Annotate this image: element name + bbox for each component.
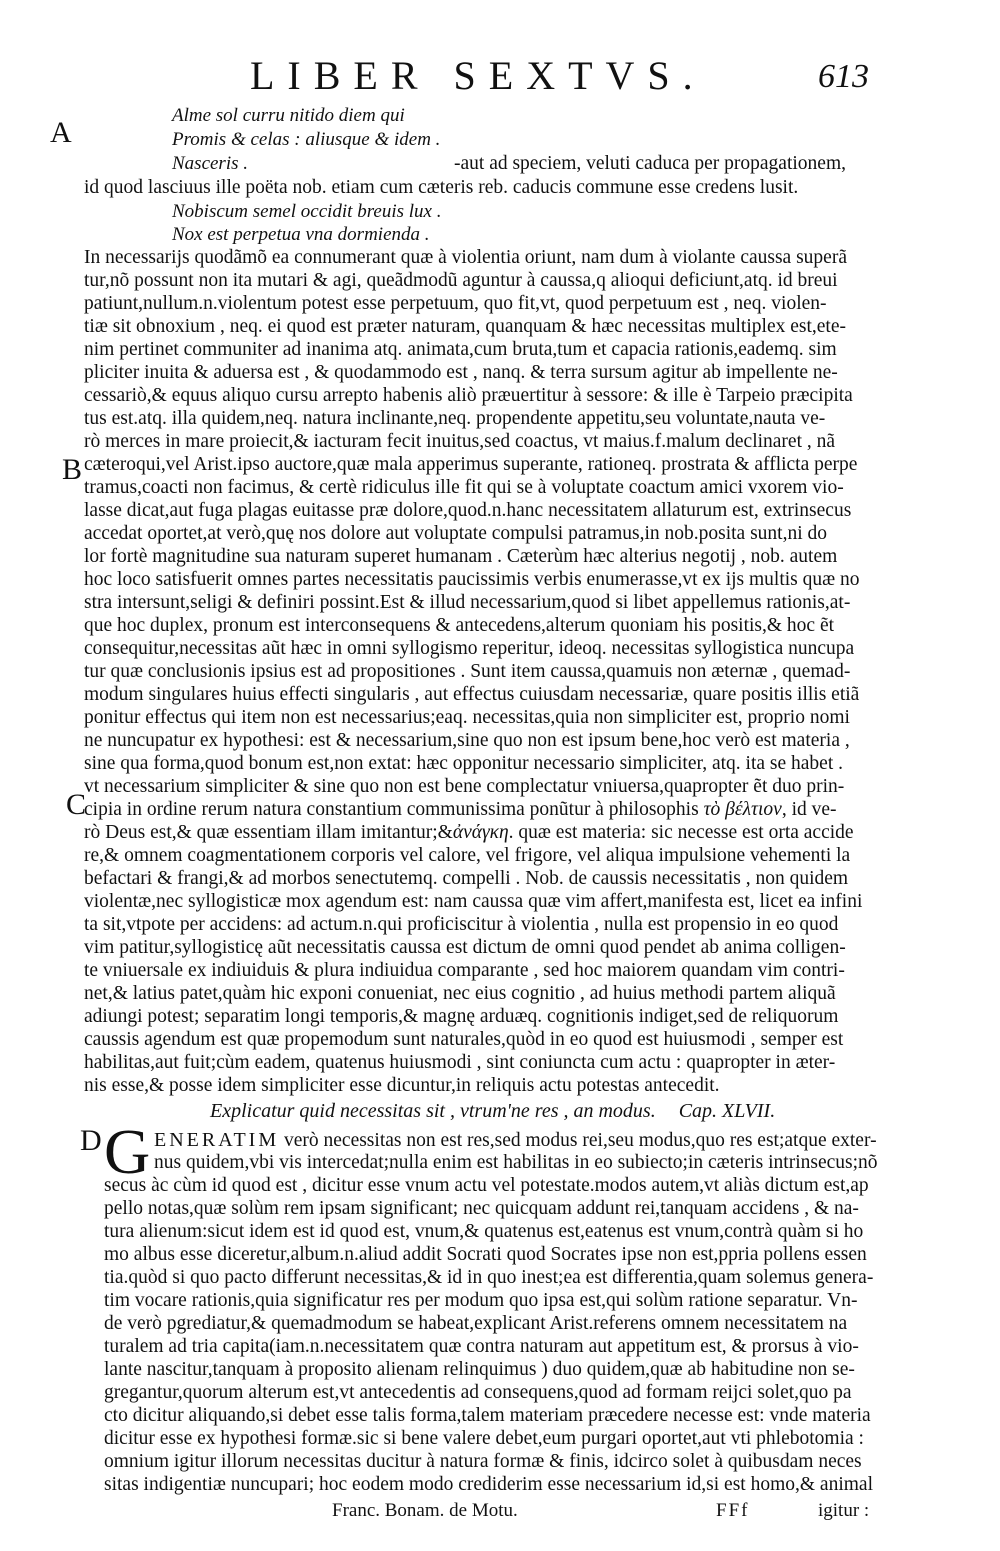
margin-letter-c: C xyxy=(66,788,87,821)
text-line: vt necessarium simpliciter & sine quo non est bene complectatur vniuersa,quapropter ẽt duo prin- xyxy=(84,776,845,797)
text-line: sitas indigentiæ nuncupari; hoc eodem modo crediderim esse necessarium id,si est homo,& animal xyxy=(104,1474,873,1495)
text-line: omnium igitur illorum necessitas ducitur à natura formæ & finis, idcirco solet à quibusdam neces xyxy=(104,1451,862,1472)
text-line xyxy=(172,152,846,176)
text-line-main: cipia in ordine rerum natura constantium communissima ponũtur à philosophis xyxy=(84,799,699,820)
drop-cap: G xyxy=(104,1116,151,1187)
text-line: secus àc cùm id quod est , dicitur esse vnum actu vel potestate.modos autem,vt aliàs dictum est,ap xyxy=(104,1175,869,1196)
verse-line: Nobiscum semel occidit breuis lux . xyxy=(172,201,442,222)
first-word: ENERATIM xyxy=(154,1129,280,1151)
page-header xyxy=(0,52,1000,100)
footer-catchword: igitur : xyxy=(818,1500,870,1521)
text-line: ponitur effectus qui item non est necessarius;eaq. necessitas,quia non simpliciter est, proprio nomi xyxy=(84,707,850,728)
text-line: ne nuncupatur ex hypothesi: est & necessarium,sine quo non est ipsum bene,hoc verò est materia , xyxy=(84,730,850,751)
text-line: ta sit,vtpote per accidens: ad actum.n.qui proficiscitur à violentia , nulla est propensio in eo quod xyxy=(84,914,839,935)
text-line: befactari & frangi,& ad morbos senectutemq. compelli . Nob. de caussis necessitatis , non quidem xyxy=(84,868,849,889)
text-line-rest: verò necessitas non est res,sed modus rei,seu modus,quo res est;atque exter- xyxy=(279,1130,877,1151)
text-line: gregantur,quorum alterum est,vt antecedentis ad consequens,quod ad formam reijci solet,quo pa xyxy=(104,1382,852,1403)
verse-line: Promis & celas : aliusque & idem . xyxy=(172,129,441,150)
text-line: rò merces in mare proiecit,& iacturam fecit inuitus,sed coactus, vt maius.f.malum declinaret , nã xyxy=(84,431,836,452)
verse-line: Alme sol curru nitido diem qui xyxy=(172,105,405,126)
text-line: turalem ad tria capita(iam.n.necessitatem quæ contra naturam aut appetitum est, & prorsus à vio- xyxy=(104,1336,859,1357)
chapter-heading xyxy=(210,1100,775,1123)
text-line: de verò pgrediatur,& quemadmodum se habeat,explicant Arist.referens omnem necessitatem na xyxy=(104,1313,848,1334)
text-line-tail: , id ve- xyxy=(781,799,837,820)
verse-word: Nasceris . xyxy=(172,153,248,174)
text-line: lante nascitur,tanquam à proposito alienam relinquimus ) duo quidem,quæ ab habitudine non se- xyxy=(104,1359,855,1380)
text-line xyxy=(84,798,837,822)
text-line: pello notas,quæ solùm rem ipsam significant; nec quicquam addunt rei,tanquam accidens , & na- xyxy=(104,1198,859,1219)
chapter-title: Explicatur quid necessitas sit , vtrum'ne res , an modus. xyxy=(210,1100,656,1122)
text-line: stra intersunt,seligi & definiri possint.Est & illud necessarium,quod si libet appellemus rationis,at- xyxy=(84,592,851,613)
page-number: 613 xyxy=(818,58,869,95)
text-line: consequitur,necessitas aũt hæc in omni syllogismo reperitur, ideoq. necessitas syllogistica nuncupa xyxy=(84,638,855,659)
text-line: nus quidem,vbi vis intercedat;nulla enim est habilitas in eo subiecto;in cæteris intrinsecus;nõ xyxy=(154,1152,878,1173)
text-line: id quod lasciuus ille poëta nob. etiam cum cæteris reb. caducis commune esse credens lusit. xyxy=(84,177,799,198)
text-line: nis esse,& posse idem simpliciter esse dicuntur,in reliquis actu potestas antecedit. xyxy=(84,1075,720,1096)
text-line: tur,nõ possunt non ita mutari & agi, queãdmodũ aguntur à caussa,q alioqui deficiunt,atq. id breui xyxy=(84,270,838,291)
text-line: tiæ sit obnoxium , neq. ei quod est præter naturam, quanquam & hæc necessitas multiplex est,ete- xyxy=(84,316,846,337)
text-line: accedat oportet,at verò,quę nos dolore aut voluptate compulsi patramus,in nob.posita sunt,ni do xyxy=(84,523,827,544)
text-line: patiunt,nullum.n.violentum potest esse perpetuum, quo fit,vt, quod perpetuum est , neq. violen- xyxy=(84,293,827,314)
text-line: tur quæ conclusionis ipsius est ad propositiones . Sunt item caussa,quamuis non æternæ , quemad- xyxy=(84,661,851,682)
text-line: habilitas,aut fuit;cùm eadem, quatenus huiusmodi , sint coniuncta cum actu : quapropter in æter- xyxy=(84,1052,836,1073)
text-line-rest: -aut ad speciem, veluti caduca per propagationem, xyxy=(454,153,846,174)
text-line: In necessarijs quodãmõ ea connumerant quæ à violentia oriunt, nam dum à violante caussa superã xyxy=(84,247,847,268)
margin-letter-a: A xyxy=(50,116,72,149)
footer-author: Franc. Bonam. de Motu. xyxy=(332,1500,518,1521)
text-line: hoc loco satisfuerit omnes partes necessitatis paucissimis verbis enumerasse,vt ex ijs multis quæ no xyxy=(84,569,860,590)
text-line: re,& omnem coagmentationem corporis vel calore, vel frigore, vel aliqua impulsione vehementi la xyxy=(84,845,851,866)
running-title: LIBER SEXTVS. xyxy=(250,53,706,98)
footer-signature: FFf xyxy=(716,1500,750,1521)
text-line: pliciter inuita & aduersa est , & quodammodo est , nanq. & terra sursum agitur ab impellente ne- xyxy=(84,362,838,383)
text-line-tail: . quæ est materia: sic necesse est orta accide xyxy=(508,822,854,843)
text-line: tramus,coacti non facimus, & certè ridiculus ille fit qui se à voluptate coactum amici vxorem vio- xyxy=(84,477,844,498)
text-line: vim patitur,syllogisticę aũt necessitatis caussa est dictum de omni quod pendet ab anima colligen- xyxy=(84,937,846,958)
greek-word: τὸ βέλτιον xyxy=(703,799,782,820)
text-line: te vniuersale ex indiuiduis & plura indiuidua comparante , sed hoc maiorem quandam vim contri- xyxy=(84,960,845,981)
text-line: tim vocare rationis,quia significatur res per modum quo ipsa est,qui solùm ratione separatur. Vn- xyxy=(104,1290,858,1311)
text-line: tus est.atq. illa quidem,neq. natura inclinante,neq. propendente appetitu,seu voluntate,nauta ve- xyxy=(84,408,826,429)
text-line: caussis agendum est quæ propemodum sunt naturales,quòd in eo quod est huiusmodi , semper est xyxy=(84,1029,844,1050)
text-line: lasse dicat,aut fuga plagas euitasse præ dolore,quod.n.hanc necessitatem allaturum est, extrinsecus xyxy=(84,500,852,521)
margin-letter-d: D xyxy=(80,1124,102,1157)
text-line: net,& latius patet,quàm hic exponi conueniat, nec eius cognitio , ad huius methodi partem aliquã xyxy=(84,983,836,1004)
text-line: sine qua forma,quod bonum est,non extat: hæc opponitur necessario simpliciter, atq. ita se habet . xyxy=(84,753,843,774)
text-line: tia.quòd si quo pacto differunt necessitas,& id in quo inest;ea est differentia,quam solemus genera- xyxy=(104,1267,874,1288)
text-line xyxy=(84,821,854,845)
text-line: tura alienum:sicut idem est id quod est, vnum,& quatenus est,eatenus est vnum,contrà quàm si ho xyxy=(104,1221,864,1242)
text-line xyxy=(154,1128,877,1153)
text-line: que hoc duplex, pronum est interconsequens & antecedens,alterum quoniam his positis,& hoc ẽt xyxy=(84,615,835,636)
greek-word: ἀνάγκη xyxy=(452,822,509,843)
text-line: violentæ,nec syllogisticæ mox agendum est: nam caussa quæ vim affert,manifesta est, licet ea infini xyxy=(84,891,863,912)
text-line: adiungi potest; separatim longi temporis,& magnę arduæq. cognitionis indiget,sed de reliquorum xyxy=(84,1006,839,1027)
text-line: cto dicitur aliquando,si debet esse talis forma,talem materiam præcedere necesse est: vnde materia xyxy=(104,1405,871,1426)
text-line: cæteroqui,vel Arist.ipso auctore,quæ mala apperimus superante, rationeq. prostrata & afflicta perpe xyxy=(84,454,858,475)
text-line: mo albus esse diceretur,album.n.aliud addit Socrati quod Socrates ipse non est,ppria pollens essen xyxy=(104,1244,867,1265)
text-line-main: rò Deus est,& quæ essentiam illam imitantur;& xyxy=(84,822,453,843)
text-line: lor fortè magnitudine sua naturam superet humanam . Cæterùm hæc alterius negotij , nob. autem xyxy=(84,546,838,567)
chapter-number: Cap. XLVII. xyxy=(678,1100,776,1122)
text-line: nim pertinet communiter ad inanima atq. animata,cum bruta,tum et capacia rationis,eademq. sim xyxy=(84,339,837,360)
text-line: modum singulares huius effecti singularis , aut effectus cuiusdam necessariæ, quare positis illis etiã xyxy=(84,684,860,705)
text-line: dicitur esse ex hypothesi formæ.sic si bene valere debet,eum purgari oportet,aut vti phlebotomia : xyxy=(104,1428,864,1449)
margin-letter-b: B xyxy=(62,453,83,486)
text-line: cessariò,& equus aliquo cursu arrepto habenis aliò præuertitur à sessore: & ille è Tarpeio præcipita xyxy=(84,385,853,406)
verse-line: Nox est perpetua vna dormienda . xyxy=(172,224,430,245)
